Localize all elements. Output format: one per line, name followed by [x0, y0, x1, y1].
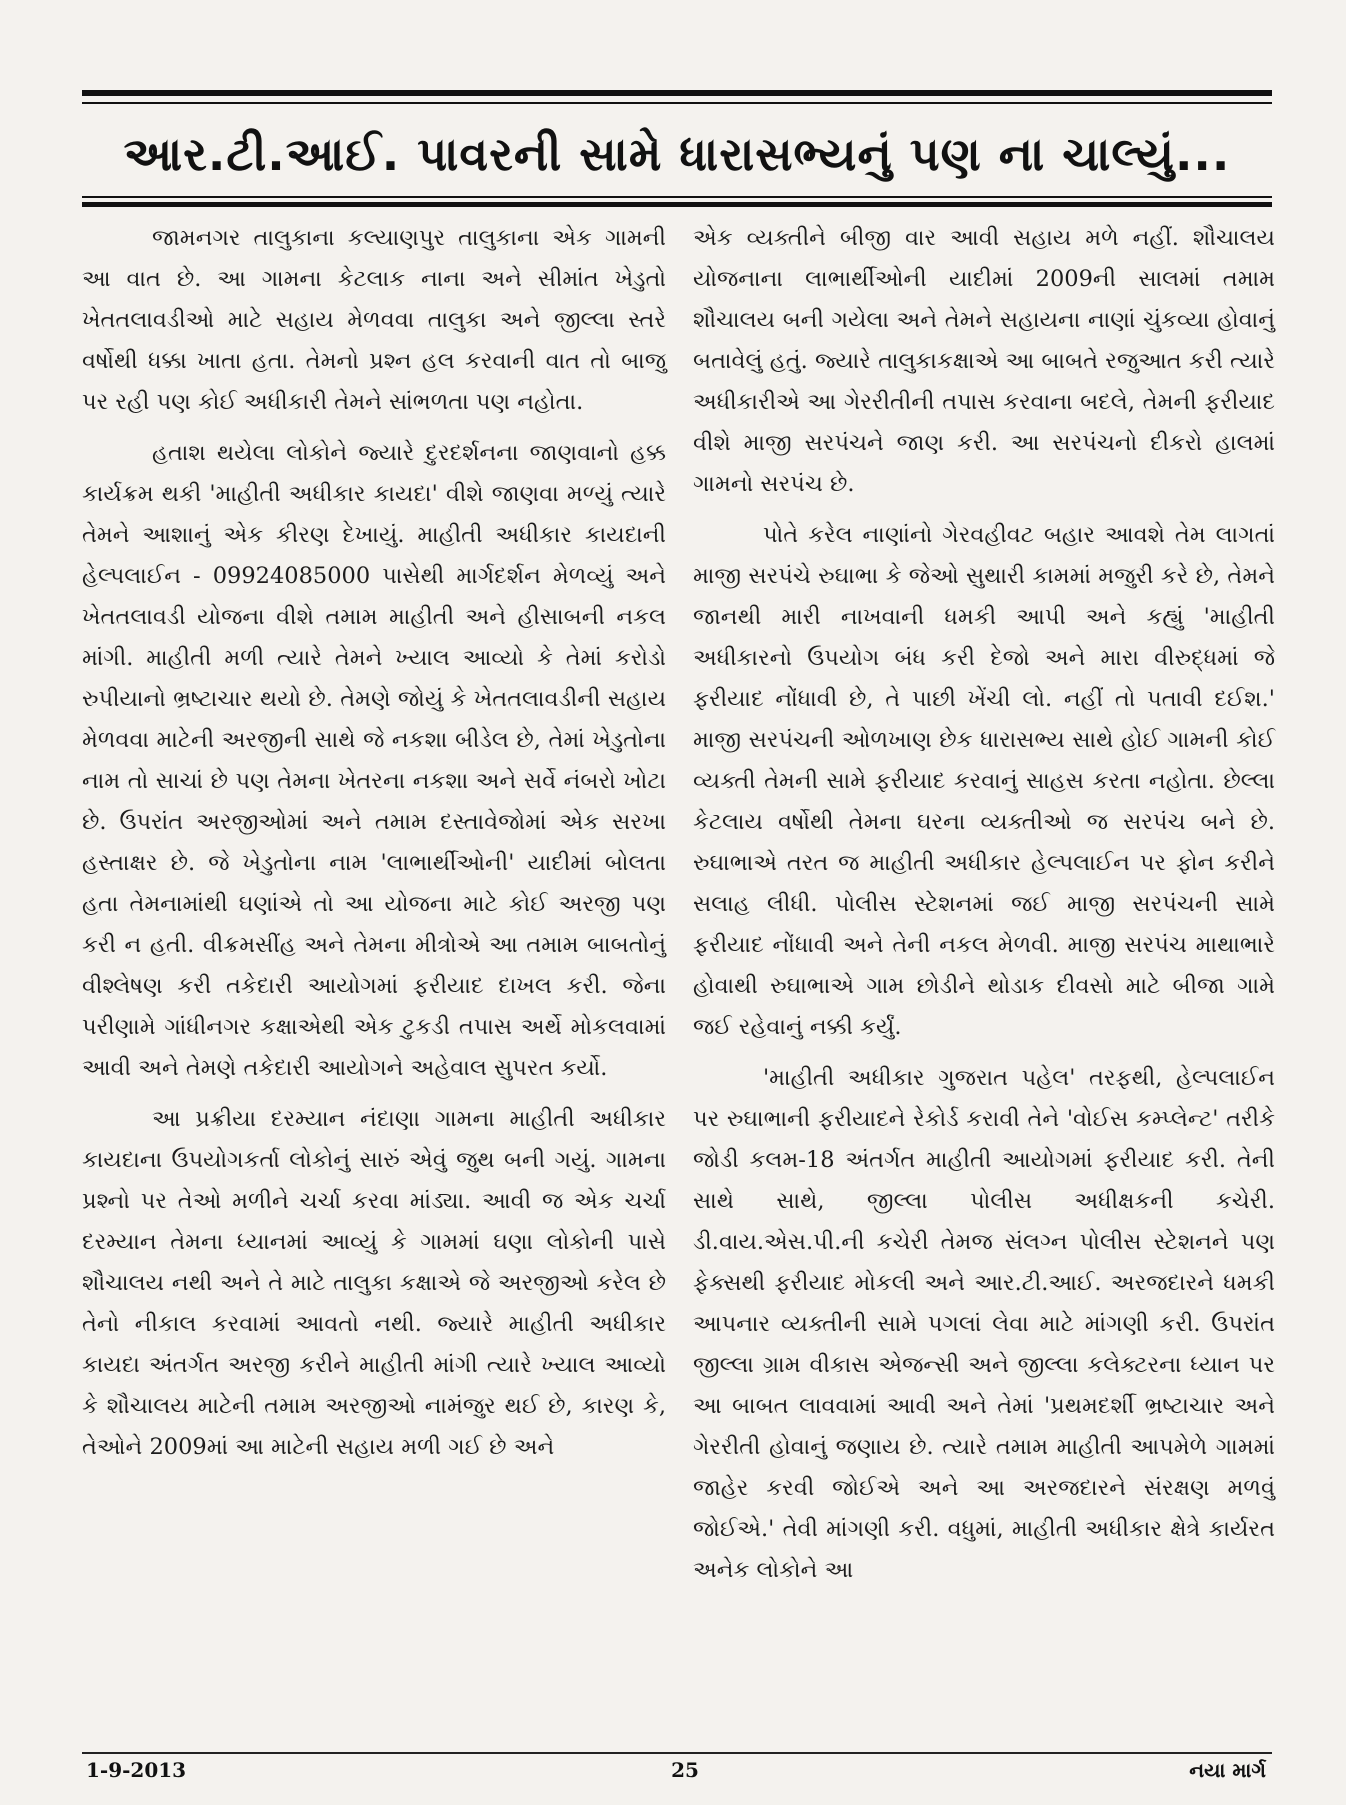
article-column-left [82, 218, 666, 1738]
paragraph: એક વ્યક્તીને બીજી વાર આવી સહાય મળે નહીં. શૌચાલય યોજનાના લાભાર્થીઓની યાદીમાં 2009ની સાલમાં તમામ શૌચાલય બની ગયેલા અને તેમને સહાયના નાણાં ચુંકવ્યા હોવાનું બતાવેલું હતું. જ્યારે તાલુકાકક્ષાએ આ બાબતે રજુઆત કરી ત્યારે અધીકારીએ આ ગેરરીતીની તપાસ કરવાના બદલે, તેમની ફરીયાદ વીશે માજી સરપંચને જાણ કરી. આ સરપંચનો દીકરો હાલમાં ગામનો સરપંચ છે. [693, 225, 1275, 497]
page-number: 25 [671, 1758, 699, 1782]
footer-date: 1-9-2013 [86, 1758, 187, 1782]
footer-rule [82, 1752, 1272, 1754]
article-column-right [693, 218, 1275, 1738]
headline-bottom-rule [82, 202, 1272, 207]
publication-name: નયા માર્ગ [1189, 1758, 1266, 1782]
paragraph: 'માહીતી અધીકાર ગુજરાત પહેલ' તરફથી, હેલ્પલાઈન પર રુઘાભાની ફરીયાદને રેકોર્ડ કરાવી તેને 'વોઈસ કમ્પ્લેન્ટ' તરીકે જોડી કલમ-18 અંતર્ગત માહીતી આયોગમાં ફરીયાદ કરી. તેની સાથે સાથે, જીલ્લા પોલીસ અધીક્ષકની કચેરી. ડી.વાય.એસ.પી.ની કચેરી તેમજ સંલગ્ન પોલીસ સ્ટેશનને પણ ફેક્સથી ફરીયાદ મોકલી અને આર.ટી.આઈ. અરજદારને ધમકી આપનાર વ્યક્તીની સામે પગલાં લેવા માટે માંગણી કરી. ઉપરાંત જીલ્લા ગ્રામ વીકાસ એજન્સી અને જીલ્લા કલેક્ટરના ધ્યાન પર આ બાબત લાવવામાં આવી અને તેમાં 'પ્રથમદર્શી ભ્રષ્ટાચાર અને ગેરરીતી હોવાનું જણાય છે. ત્યારે તમામ માહીતી આપમેળે ગામમાં જાહેર કરવી જોઈએ અને આ અરજદારને સંરક્ષણ મળવું જોઈએ.' તેવી માંગણી કરી. વધુમાં, માહીતી અધીકાર ક્ષેત્રે કાર્યરત અનેક લોકોને આ [693, 1065, 1275, 1583]
paragraph: હતાશ થયેલા લોકોને જ્યારે દુરદર્શનના જાણવાનો હક્ક કાર્યક્રમ થકી 'માહીતી અધીકાર કાયદા' વીશે જાણવા મળ્યું ત્યારે તેમને આશાનું એક કીરણ દેખાયું. માહીતી અધીકાર કાયદાની હેલ્પલાઈન - 09924085000 પાસેથી માર્ગદર્શન મેળવ્યું અને ખેતતલાવડી યોજના વીશે તમામ માહીતી અને હીસાબની નકલ માંગી. માહીતી મળી ત્યારે તેમને ખ્યાલ આવ્યો કે તેમાં કરોડો રુપીયાનો ભ્રષ્ટાચાર થયો છે. તેમણે જોયું કે ખેતતલાવડીની સહાય મેળવવા માટેની અરજીની સાથે જે નકશા બીડેલ છે, તેમાં ખેડુતોના નામ તો સાચાં છે પણ તેમના ખેતરના નકશા અને સર્વે નંબરો ખોટા છે. ઉપરાંત અરજીઓમાં અને તમામ દસ્તાવેજોમાં એક સરખા હસ્તાક્ષર છે. જે ખેડુતોના નામ 'લાભાર્થીઓની' યાદીમાં બોલતા હતા તેમનામાંથી ઘણાંએ તો આ યોજના માટે કોઈ અરજી પણ કરી ન હતી. વીક્રમસીંહ અને તેમના મીત્રોએ આ તમામ બાબતોનું વીશ્લેષણ કરી તકેદારી આયોગમાં ફરીયાદ દાખલ કરી. જેના પરીણામે ગાંધીનગર કક્ષાએથી એક ટુકડી તપાસ અર્થે મોકલવામાં આવી અને તેમણે તકેદારી આયોગને અહેવાલ સુપરત કર્યો. [82, 440, 666, 1081]
headline: આર.ટી.આઈ. પાવરની સામે ધારાસભ્યનું પણ ના ચાલ્યું... [123, 127, 1231, 181]
paragraph: પોતે કરેલ નાણાંનો ગેરવહીવટ બહાર આવશે તેમ લાગતાં માજી સરપંચે રુઘાભા કે જેઓ સુથારી કામમાં મજુરી કરે છે, તેમને જાનથી મારી નાખવાની ધમકી આપી અને કહ્યું 'માહીતી અધીકારનો ઉપયોગ બંધ કરી દેજો અને મારા વીરુદ્ધમાં જે ફરીયાદ નોંધાવી છે, તે પાછી ખેંચી લો. નહીં તો પતાવી દઈશ.' માજી સરપંચની ઓળખાણ છેક ધારાસભ્ય સાથે હોઈ ગામની કોઈ વ્યક્તી તેમની સામે ફરીયાદ કરવાનું સાહસ કરતા નહોતા. છેલ્લા કેટલાય વર્ષોથી તેમના ઘરના વ્યક્તીઓ જ સરપંચ બને છે. રુઘાભાએ તરત જ માહીતી અધીકાર હેલ્પલાઈન પર ફોન કરીને સલાહ લીધી. પોલીસ સ્ટેશનમાં જઈ માજી સરપંચની સામે ફરીયાદ નોંધાવી અને તેની નકલ મેળવી. માજી સરપંચ માથાભારે હોવાથી રુઘાભાએ ગામ છોડીને થોડાક દીવસો માટે બીજા ગામે જઈ રહેવાનું નક્કી કર્યું. [693, 522, 1275, 1040]
headline-bottom-rule-thin [82, 196, 1272, 198]
paragraph: જામનગર તાલુકાના કલ્યાણપુર તાલુકાના એક ગામની આ વાત છે. આ ગામના કેટલાક નાના અને સીમાંત ખેડુતો ખેતતલાવડીઓ માટે સહાય મેળવવા તાલુકા અને જીલ્લા સ્તરે વર્ષોથી ધક્કા ખાતા હતા. તેમનો પ્રશ્ન હલ કરવાની વાત તો બાજુ પર રહી પણ કોઈ અધીકારી તેમને સાંભળતા પણ નહોતા. [82, 225, 666, 415]
paragraph: આ પ્રક્રીયા દરમ્યાન નંદાણા ગામના માહીતી અધીકાર કાયદાના ઉપયોગકર્તા લોકોનું સારું એવું જુથ બની ગયું. ગામના પ્રશ્નો પર તેઓ મળીને ચર્ચા કરવા માંડ્યા. આવી જ એક ચર્ચા દરમ્યાન તેમના ધ્યાનમાં આવ્યું કે ગામમાં ઘણા લોકોની પાસે શૌચાલય નથી અને તે માટે તાલુકા કક્ષાએ જે અરજીઓ કરેલ છે તેનો નીકાલ કરવામાં આવતો નથી. જ્યારે માહીતી અધીકાર કાયદા અંતર્ગત અરજી કરીને માહીતી માંગી ત્યારે ખ્યાલ આવ્યો કે શૌચાલય માટેની તમામ અરજીઓ નામંજુર થઈ છે, કારણ કે, તેઓને 2009માં આ માટેની સહાય મળી ગઈ છે અને [82, 1106, 666, 1460]
headline-top-rule-thin [82, 102, 1272, 104]
headline-top-rule [82, 90, 1272, 96]
